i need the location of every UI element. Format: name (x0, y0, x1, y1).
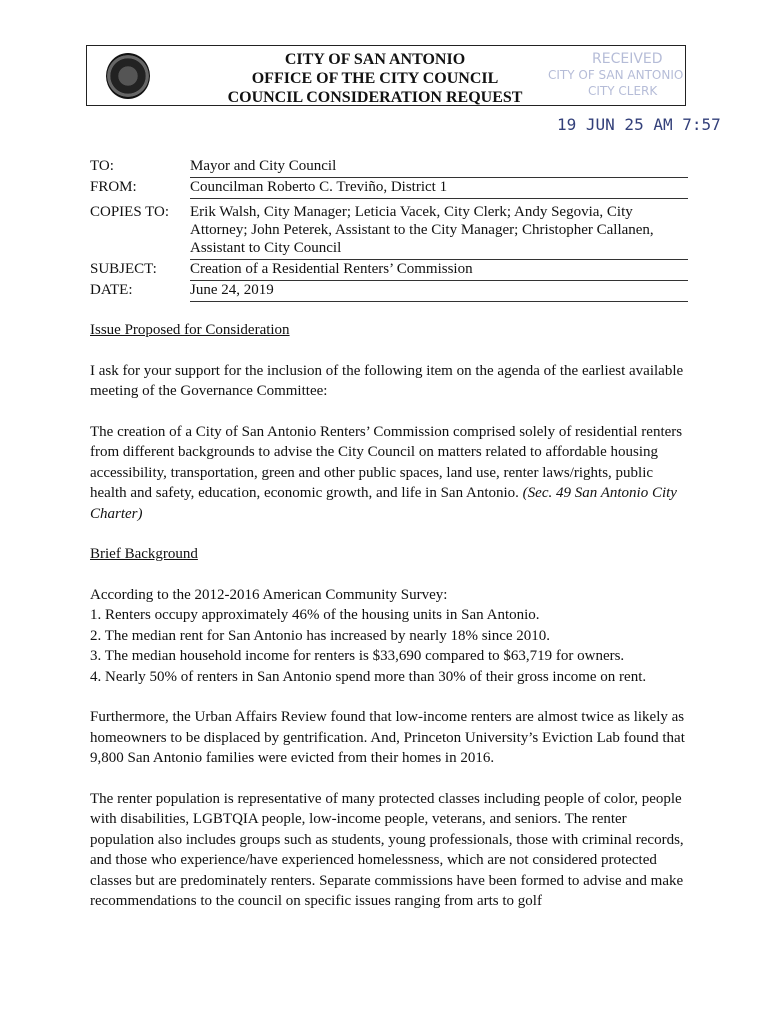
heading-background: Brief Background (90, 546, 198, 562)
from-value: Councilman Roberto C. Treviño, District 1 (190, 178, 688, 199)
list-item: 4. Nearly 50% of renters in San Antonio spend more than 30% of their gross income on rent. (90, 668, 647, 685)
to-label: TO: (90, 158, 114, 174)
list-item: 1. Renters occupy approximately 46% of the housing units in San Antonio. (90, 607, 540, 623)
copies-value: Erik Walsh, City Manager; Leticia Vacek, City Clerk; Andy Segovia, City Attorney; John Peterek, Assistant to the City Manager; Christopher Callanen, Assistant to City Council (190, 203, 688, 260)
header-line-city: CITY OF SAN ANTONIO (284, 51, 466, 68)
subject-value: Creation of a Residential Renters’ Commission (190, 260, 688, 281)
paragraph-displacement: Furthermore, the Urban Affairs Review found that low-income renters are almost twice as likely as homeowners to be displaced by gentrification. And, Princeton University’s Eviction Lab found that 9,800 San Antonio families were evicted from their homes in 2016. (90, 709, 685, 766)
to-value: Mayor and City Council (190, 157, 688, 178)
date-label: DATE: (90, 282, 133, 298)
header-line-request: COUNCIL CONSIDERATION REQUEST (227, 89, 523, 106)
document-body (90, 320, 690, 912)
subject-label: SUBJECT: (90, 261, 157, 277)
from-label: FROM: (90, 179, 137, 195)
paragraph-request: I ask for your support for the inclusion of the following item on the agenda of the earliest available meeting of the Governance Committee: (90, 362, 684, 399)
paragraph-renter-population: The renter population is representative of many protected classes including people of color, people with disabilities, LGBTQIA people, low-income people, veterans, and seniors. The renter population also includes groups such as students, young professionals, those with criminal records, and those who experience/have experienced homelessness, which are not considered protected classes but are predominately renters. Separate commissions have been formed to advise and make recommendations to the council on specific issues ranging from arts to golf (90, 790, 684, 909)
header-line-office: OFFICE OF THE CITY COUNCIL (251, 70, 499, 87)
commission-text: The creation of a City of San Antonio Renters’ Commission comprised solely of residential renters from different backgrounds to advise the City Council on matters related to affordable housing accessibility, transportation, green and other public spaces, land use, renter laws/rights, public health and safety, education, economic growth, and life in San Antonio. (90, 423, 683, 501)
list-item: 2. The median rent for San Antonio has increased by nearly 18% since 2010. (90, 627, 551, 644)
paragraph-commission (90, 422, 690, 525)
charter-citation: (Sec. 49 San Antonio City Charter) (90, 485, 677, 522)
copies-label: COPIES TO: (90, 204, 170, 220)
survey-intro: According to the 2012-2016 American Community Survey: (90, 586, 448, 603)
list-item: 3. The median household income for renters is $33,690 compared to $63,719 for owners. (90, 648, 625, 664)
document-header (200, 50, 550, 107)
stamp-office: CITY OF SAN ANTONIO (548, 68, 684, 82)
stamp-dept: CITY CLERK (588, 84, 658, 98)
stamp-datetime: 19 JUN 25 AM 7:57 (557, 115, 721, 134)
stamp-received: RECEIVED (592, 51, 663, 67)
memo-block (90, 157, 688, 302)
date-value: June 24, 2019 (190, 281, 688, 302)
heading-issue: Issue Proposed for Consideration (90, 322, 290, 338)
city-seal-icon (106, 53, 150, 99)
